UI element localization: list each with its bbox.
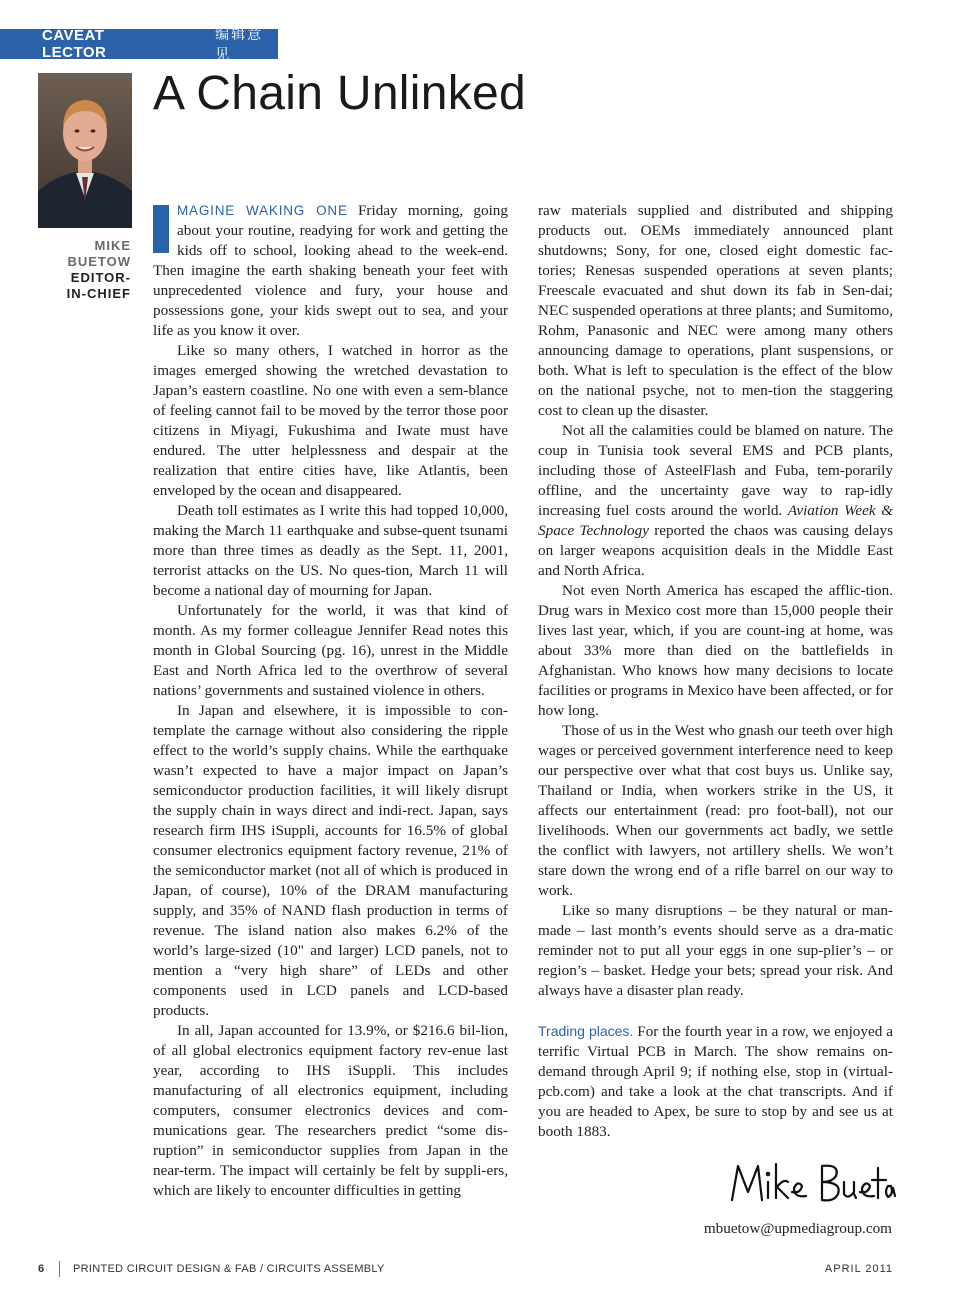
author-email: mbuetow@upmediagroup.com (703, 1220, 892, 1237)
article-paragraph: raw materials supplied and distributed and shipping products out. OEMs immediately announced plant shutdowns; Sony, for one, closed eight domestic fac-tories; Renesas suspended operations at seven plants; Freescale evacuated and shut down its fab in Sen-dai; NEC suspended operations at three plants; and Sumitomo, Rohm, Panasonic and NEC were among many others announcing damage to operations, plant suspensions, or both. What is left to speculation is the effect of the blow on the national psyche, not to men-tion the staggering cost to clean up the disaster. (538, 202, 893, 419)
article-paragraph: Death toll estimates as I write this had topped 10,000, making the March 11 earthquake and subse-quent tsunami more than three times as deadly as the Sept. 11, 2001, terrorist attacks on the US. No ques-tion, March 11 will become a national day of mourning for Japan. (153, 502, 508, 599)
author-byline (38, 238, 131, 302)
footer-divider (59, 1261, 60, 1277)
author-role-line2: IN-CHIEF (66, 286, 131, 301)
author-first-name: MIKE (94, 238, 131, 253)
paragraph-text: Not all the calamities could be blamed on nature. The coup in Tunisia took several EMS and PCB plants, including those of AsteelFlash and Fuba, tem-porarily offline, and the uncertainty gave way to rap-idly increasing fuel costs around the world. (538, 422, 893, 519)
page-number: 6 (38, 1263, 45, 1275)
article-paragraph: In all, Japan accounted for 13.9%, or $216.6 bil-lion, of all global electronics equipment factory rev-enue last year, according to IHS iSuppli. This includes manufacturing of all electronics equipment, including computers, consumer electronics devices and com-munications gear. The researchers predict “some dis-ruption” in semiconductor supplies from Japan in the near-term. The impact will certainly be felt by suppli-ers, which are likely to encounter difficulties in getting (153, 1022, 508, 1199)
subhead: Trading places. (538, 1023, 634, 1039)
author-photo (38, 73, 132, 228)
page-footer (38, 1263, 893, 1279)
article-paragraph: Unfortunately for the world, it was that kind of month. As my former colleague Jennifer Read notes this month in Global Sourcing (pg. 16), unrest in the Middle East and North Africa led to the overthrow of several nations’ governments and sustained violence in others. (153, 602, 508, 699)
dropcap-letter-i (153, 205, 169, 253)
paragraph-text: For the fourth year in a row, we enjoyed a terrific Virtual PCB in March. The show remains on-demand through April 9; if nothing else, stop in (virtual-pcb.com) and take a look at the chat transcripts. And if you are headed to Apex, be sure to stop by and see us at booth 1883. (538, 1023, 893, 1140)
section-name: CAVEAT LECTOR (42, 27, 107, 61)
section-name-chinese: 编辑意见 (215, 27, 264, 63)
article-paragraph (538, 421, 893, 581)
section-header-bar (0, 27, 278, 63)
signature-image (728, 1160, 896, 1210)
article-paragraph: Like so many disruptions – be they natural or man-made – last month’s events should serve as a dra-matic reminder not to put all your eggs in one sup-plier’s – or region’s – basket. Hedge your bets; spread your risk. And always have a disaster plan ready. (538, 902, 893, 999)
article-paragraph: Not even North America has escaped the afflic-tion. Drug wars in Mexico cost more than 15,000 people their lives last year, which, if you are count-ing at home, was about 33% more than died on the battlefields in Afghanistan. Who knows how many decisions to locate facilities or programs in Mexico have been affected, or for how long. (538, 582, 893, 719)
article-column-2 (538, 201, 893, 1142)
publication-name: PRINTED CIRCUIT DESIGN & FAB / CIRCUITS ASSEMBLY (73, 1263, 385, 1275)
lead-in: MAGINE WAKING ONE (177, 203, 348, 218)
page-title: A Chain Unlinked (153, 67, 527, 120)
article-paragraph: In Japan and elsewhere, it is impossible to con-template the carnage without also considering the ripple effect to the world’s supply chains. While the earthquake wasn’t expected to have a major impact on Japan’s semiconductor production facilities, it will likely disrupt the supply chain in ways direct and indi-rect. Japan, says research firm IHS iSuppli, accounts for 16.5% of global consumer electronics equipment factory revenue, 21% of the semiconductor market (not all of which is produced in Japan, of course), 10% of the DRAM manufacturing supply, and 35% of NAND flash production in terms of revenue. The island nation also makes 6.2% of the world’s large-sized (10" and larger) LCD panels, not to mention a “very high share” of LEDs and other components used in LCD panels and LCD-based products. (153, 702, 508, 1019)
author-role-line1: EDITOR- (70, 270, 131, 285)
publication-title: Aviation Week & Space Technology (538, 502, 893, 539)
issue-date: APRIL 2011 (824, 1263, 893, 1275)
article-paragraph: Like so many others, I watched in horror as the images emerged showing the wretched devastation to Japan’s eastern coastline. No one with even a sem-blance of feeling cannot fail to be moved by the terror those poor citizens in Miyagi, Fukushima and Iwate must have endured. The utter helplessness and despair at the realization that entire cities have, like Atlantis, been enveloped by the ocean and disappeared. (153, 342, 508, 499)
author-portrait-image (38, 73, 132, 228)
article-paragraph (538, 1021, 893, 1142)
paragraph-text: reported the chaos was causing delays on larger weapons acquisition deals in the Middle East and North Africa. (538, 522, 894, 579)
article-paragraph (153, 201, 508, 341)
paragraph-text: Friday morning, going about your routine, readying for work and getting the kids off to school, looking ahead to the week-end. Then imagine the earth shaking beneath your feet with unprecedented violence and fury, your house and possessions gone, your kids swept out to sea, and your life as you know it over. (153, 202, 508, 339)
author-last-name: BUETOW (67, 254, 131, 269)
article-column-1 (153, 201, 508, 1201)
article-paragraph: Those of us in the West who gnash our teeth over high wages or perceived government interference need to keep our perspective over what that cost buys us. Unlike say, Thailand or India, when workers strike in the US, it affects our entertainment (read: pro foot-ball), not our livelihoods. When our governments act badly, we settle the conflict with lawyers, not artillery shells. We won’t stare down the wrong end of a rifle barrel on our way to work. (538, 722, 893, 899)
author-signature (728, 1160, 896, 1210)
